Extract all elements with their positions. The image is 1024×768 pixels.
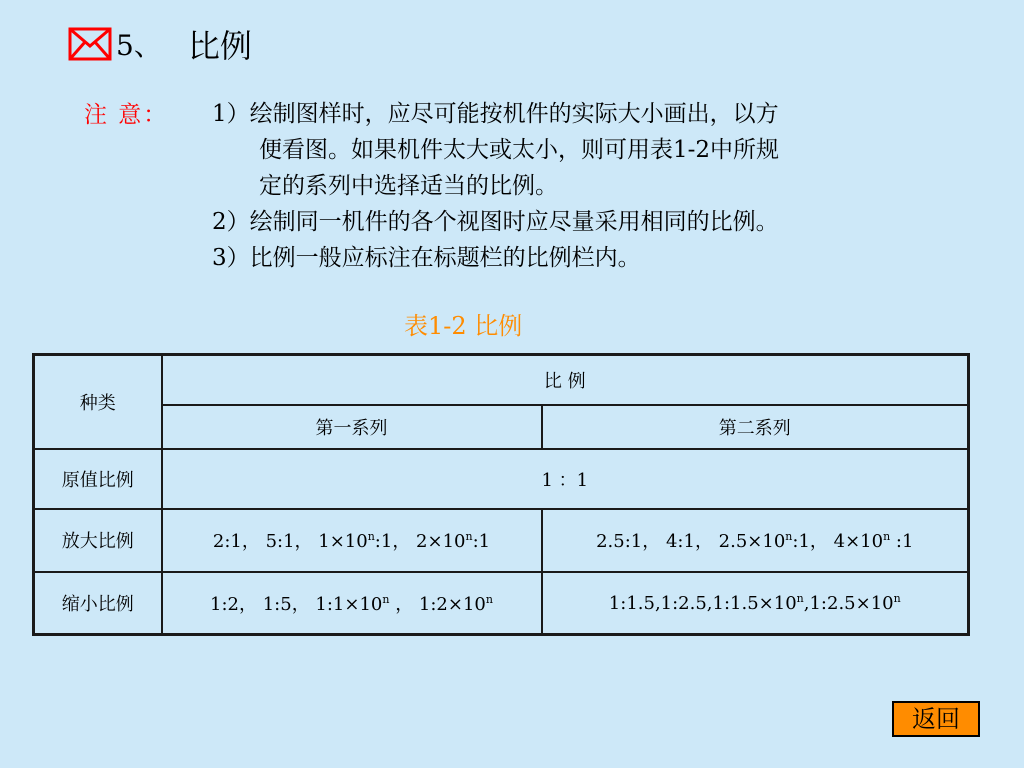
table-title: 表1-2 比例: [404, 312, 523, 340]
header-series-1: 第一系列: [162, 405, 542, 449]
ratio-table: [32, 353, 970, 636]
row-label: 缩小比例: [34, 572, 162, 635]
table-row: [34, 449, 969, 509]
page-heading: [68, 22, 252, 66]
series-1-value: 2:1， 5:1， $1\times 10^n:1$， $2\times 10^n:1$: [162, 509, 542, 572]
note-list: [212, 96, 779, 276]
heading-text: 比例: [187, 27, 252, 65]
row-label: 原值比例: [34, 449, 162, 509]
header-series-2: 第二系列: [542, 405, 969, 449]
table-row: [34, 509, 969, 572]
note-line: 2）绘制同一机件的各个视图时应尽量采用相同的比例。: [212, 209, 779, 235]
note-line: 1）绘制图样时，应尽可能按机件的实际大小画出，以方: [212, 101, 779, 127]
header-kind: 种类: [34, 355, 162, 449]
series-2-value: $1:1.5,1:2.5,1:1.5\times 10^n,1:2.5\times 10^n$: [542, 572, 969, 635]
back-button[interactable]: 返回: [892, 701, 980, 737]
note-line: 便看图。如果机件太大或太小，则可用表1-2中所规: [259, 137, 780, 163]
table-row: [34, 572, 969, 635]
header-ratio: 比 例: [162, 355, 969, 405]
mail-icon: [68, 27, 112, 61]
series-1-value: 1:2， 1:5， $1:1\times 10^n$ ， $1:2\times 10^n$: [162, 572, 542, 635]
note-label: 注 意：: [84, 102, 169, 128]
row-value: 1 ：1: [162, 449, 969, 509]
series-2-value: 2.5:1， 4:1， $2.5\times 10^n:1$， $4\times 10^n$ :1: [542, 509, 969, 572]
note-line: 3）比例一般应标注在标题栏的比例栏内。: [212, 245, 641, 271]
row-label: 放大比例: [34, 509, 162, 572]
note-line: 定的系列中选择适当的比例。: [259, 173, 558, 199]
heading-number: 5、: [116, 29, 162, 62]
